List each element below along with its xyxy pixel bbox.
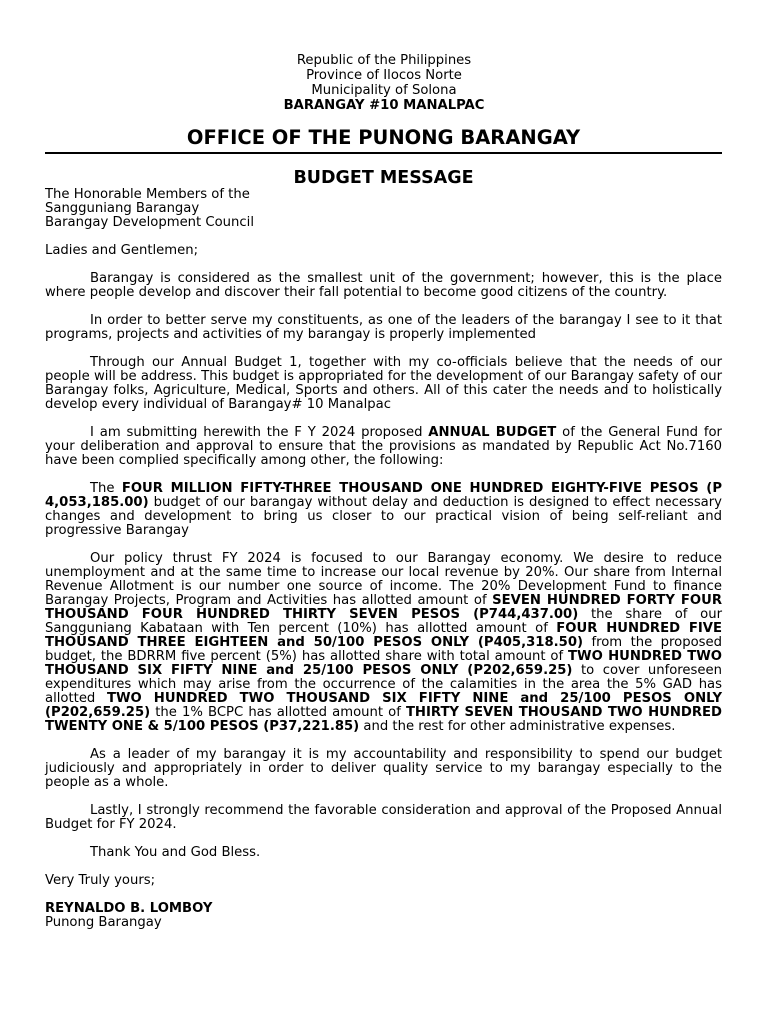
text-run: and the rest for other administrative expenses. xyxy=(359,719,676,734)
letter-body xyxy=(45,188,722,944)
letterhead xyxy=(0,53,768,113)
emphasis-bcpc-fund: THIRTY SEVEN THOUSAND TWO HUNDRED TWENTY ONE & 5/100 PESOS (P37,221.85) xyxy=(45,705,722,734)
signatory-title: Punong Barangay xyxy=(45,915,162,930)
text-run: I am submitting herewith the F Y 2024 proposed xyxy=(90,425,429,440)
signature-block xyxy=(45,902,722,930)
paragraph-accountability: As a leader of my barangay it is my accountability and responsibility to spend our budget judiciously and appropriately in order to deliver quality service to my barangay especially to the people as a whole. xyxy=(45,747,722,790)
paragraph-submission xyxy=(45,426,722,468)
letterhead-barangay: BARANGAY #10 MANALPAC xyxy=(283,98,485,113)
closing: Very Truly yours; xyxy=(45,873,156,888)
addressee-line: The Honorable Members of the xyxy=(45,187,250,202)
title-divider xyxy=(45,152,722,154)
emphasis-gad-fund: TWO HUNDRED TWO THOUSAND SIX FIFTY NINE and 25/100 PESOS ONLY (P202,659.25) xyxy=(45,691,722,720)
addressee-block xyxy=(45,188,722,230)
paragraph-annual-budget: Through our Annual Budget 1, together with my co-officials believe that the needs of our people will be address. This budget is appropriated for the development of our Barangay safety of our Barangay folks, Agriculture, Medical, Sports and others. All of this cater the needs and to holistically develop every individual of Barangay# 10 Manalpac xyxy=(45,355,722,412)
text-run: from the proposed budget, the BDRRM five percent (5%) has allotted share with total amount of xyxy=(45,635,722,664)
text-run: to cover unforeseen expenditures which may arise from the occurrence of the calamities in the area the 5% GAD has allotted xyxy=(45,663,722,706)
emphasis-annual-budget: ANNUAL BUDGET xyxy=(428,425,557,440)
paragraph-intro: Barangay is considered as the smallest unit of the government; however, this is the place where people develop and discover their fall potential to become good citizens of the country. xyxy=(45,271,722,300)
paragraph-policy-thrust xyxy=(45,552,722,734)
text-run: the share of our Sangguniang Kabataan with Ten percent (10%) has allotted amount of xyxy=(45,607,723,636)
emphasis-bdrrm-fund: TWO HUNDRED TWO THOUSAND SIX FIFTY NINE and 25/100 PESOS ONLY (P202,659.25) xyxy=(45,649,722,678)
text-run: budget of our barangay without delay and deduction is designed to effect necessary changes and development to bring us closer to our practical vision of being self-reliant and progressive Barangay xyxy=(45,495,722,538)
office-title: OFFICE OF THE PUNONG BARANGAY xyxy=(186,126,581,149)
text-run: Our policy thrust FY 2024 is focused to our Barangay economy. We desire to reduce unemployment and at the same time to increase our local revenue by 20%. Our share from Internal Revenue Allotment is our number one source of income. The 20% Development Fund to finance Barangay Projects, Program and Activities has allotted amount of xyxy=(45,551,722,608)
paragraph-total-budget xyxy=(45,482,722,538)
addressee-line: Barangay Development Council xyxy=(45,215,254,230)
emphasis-sk-fund: FOUR HUNDRED FIVE THOUSAND THREE EIGHTEEN and 50/100 PESOS ONLY (P405,318.50) xyxy=(45,621,722,650)
signatory-name: REYNALDO B. LOMBOY xyxy=(45,901,213,916)
text-run: The xyxy=(90,481,122,496)
paragraph-service: In order to better serve my constituents, as one of the leaders of the barangay I see to it that programs, projects and activities of my barangay is properly implemented xyxy=(45,313,722,342)
text-run: the 1% BCPC has allotted amount of xyxy=(150,705,406,720)
salutation: Ladies and Gentlemen; xyxy=(45,243,199,258)
text-run: of the General Fund for your deliberation and approval to ensure that the provisions as mandated by Republic Act No.7160 have been complied specifically among other, the following: xyxy=(45,425,722,468)
letterhead-country: Republic of the Philippines xyxy=(296,53,472,68)
letterhead-province: Province of Ilocos Norte xyxy=(306,68,462,83)
addressee-line: Sangguniang Barangay xyxy=(45,201,200,216)
paragraph-thanks: Thank You and God Bless. xyxy=(90,845,261,860)
letterhead-municipality: Municipality of Solona xyxy=(311,83,457,98)
message-title: BUDGET MESSAGE xyxy=(293,168,474,188)
emphasis-development-fund: SEVEN HUNDRED FORTY FOUR THOUSAND FOUR HUNDRED THIRTY SEVEN PESOS (P744,437.00) xyxy=(45,593,722,622)
paragraph-recommendation: Lastly, I strongly recommend the favorable consideration and approval of the Proposed Annual Budget for FY 2024. xyxy=(45,803,722,832)
emphasis-total-amount: FOUR MILLION FIFTY-THREE THOUSAND ONE HUNDRED EIGHTY-FIVE PESOS (P 4,053,185.00) xyxy=(45,481,722,510)
